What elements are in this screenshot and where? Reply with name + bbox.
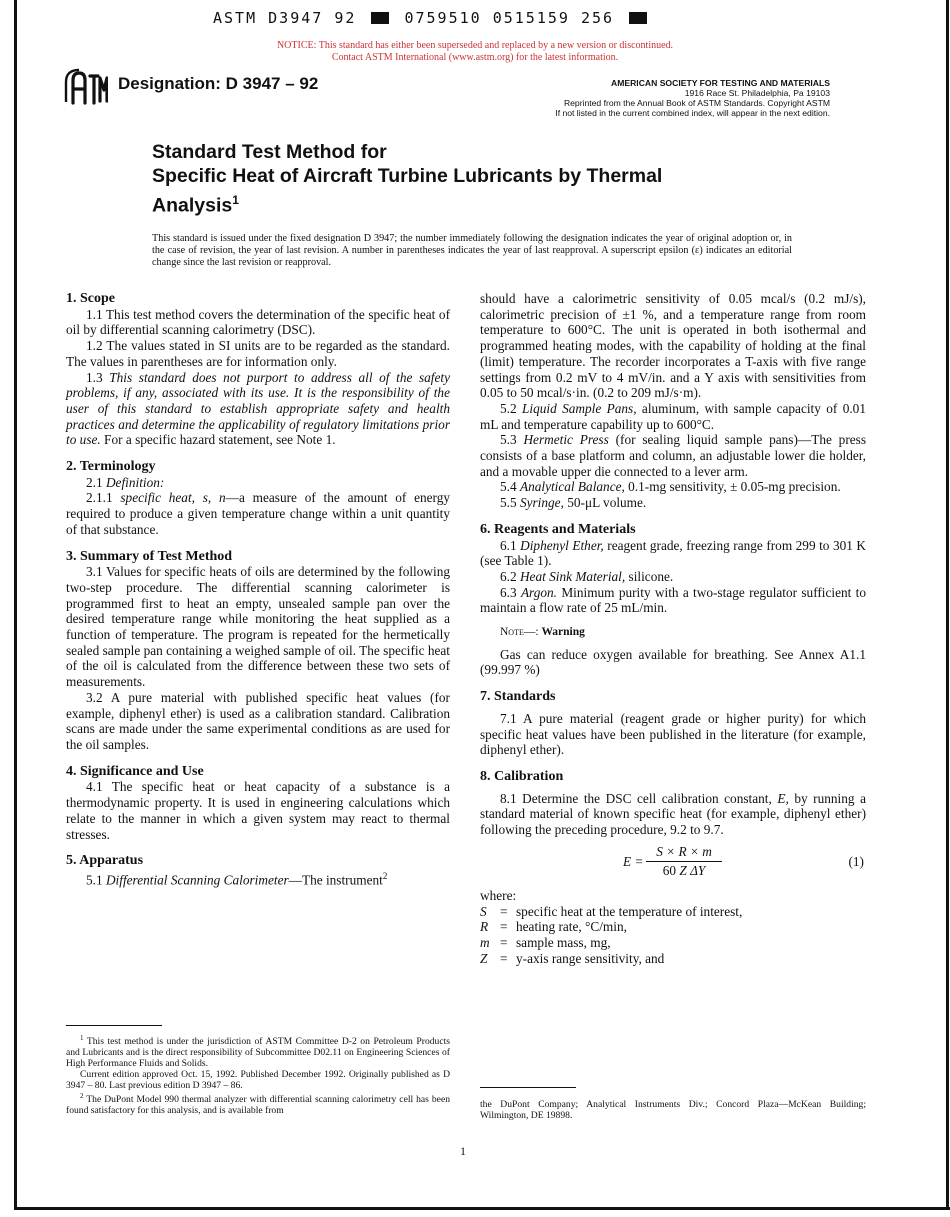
footnote-2: $^2$ The DuPont Model 990 thermal analyzer with differential scanning calorimetry cell has been found satisfactory for this analysis, and is available from (66, 1092, 450, 1117)
paragraph-5-1-start: 5.1 Differential Scanning Calorimeter—The instrument$^2$ (86, 870, 388, 888)
paragraph-2-1: 2.1 Definition: (86, 474, 165, 490)
where-row: R = heating rate, °C/min, (480, 919, 627, 935)
designation: Designation: D 3947 – 92 (118, 74, 319, 93)
footnote-1: $^1$ This test method is under the jurisdiction of ASTM Committee D-2 on Petroleum Products and Lubricants and is the direct responsibility of Subcommittee D02.11 on Engineering Sciences of High Performance Fluids and Solids. (66, 1034, 450, 1070)
section-heading-significance: 4. Significance and Use (66, 763, 204, 779)
title-line-1: Standard Test Method for (152, 141, 387, 163)
astm-logo-icon (64, 68, 108, 106)
equation-lhs: E = (623, 853, 644, 869)
title-line-3: Analysis (152, 194, 233, 217)
footnote-rule-right (480, 1087, 576, 1088)
where-label: where: (480, 887, 517, 903)
where-row: S = specific heat at the temperature of interest, (480, 903, 743, 919)
where-row: m = sample mass, mg, (480, 934, 611, 950)
notice-line-1: NOTICE: This standard has either been superseded and replaced by a new version or discontinued. (276, 40, 674, 51)
publisher-address: 1916 Race St. Philadelphia, Pa 19103 (684, 88, 830, 98)
section-heading-summary: 3. Summary of Test Method (66, 548, 233, 564)
paragraph-1-1: 1.1 This test method covers the determination of the specific heat of oil by differential scanning calorimetry (DSC). (66, 306, 450, 338)
footnote-1-edition: Current edition approved Oct. 15, 1992. Published December 1992. Originally published as D 3947 – 80. Last previous edition D 3947 – 86. (66, 1069, 450, 1092)
title-line-2: Specific Heat of Aircraft Turbine Lubricants by Thermal (152, 165, 663, 187)
paragraph-6-1: 6.1 Diphenyl Ether, reagent grade, freezing range from 299 to 301 K (see Table 1). (480, 537, 866, 569)
code-part-2: 0759510 0515159 256 (404, 9, 615, 27)
right-column (480, 291, 866, 966)
issued-statement: This standard is issued under the fixed designation D 3947; the number immediately following the designation indicates the year of original adoption or, in the case of revision, the year of last revision. A number in parentheses indicates the year of last reapproval. A superscript epsilon (ε) indicates an editorial change since the last revision or reapproval. (152, 233, 792, 268)
footnote-rule-left (66, 1025, 162, 1026)
equation-denominator: 60 Z ΔY (662, 862, 706, 878)
equation-fraction (646, 844, 722, 878)
page-border-right (946, 0, 949, 1210)
paragraph-5-3: 5.3 Hermetic Press (for sealing liquid sample pans)—The press consists of a base platform and column, an adjustable lower die holder, and a movable upper die connected to a lever arm. (480, 432, 867, 479)
note-text: Gas can reduce oxygen available for breathing. See Annex A1.1 (99.997 %) (480, 646, 866, 678)
paragraph-5-5: 5.5 Syringe, 50-μL volume. (500, 495, 647, 511)
paragraph-6-3: 6.3 Argon. Minimum purity with a two-stage regulator sufficient to maintain a flow rate of 25 mL/min. (480, 584, 866, 616)
equation-1 (480, 844, 866, 882)
left-column (66, 291, 450, 888)
paragraph-3-2: 3.2 A pure material with published specific heat values (for example, diphenyl ether) is used as a calibration standard. Calibration scans are made under the same experimental conditions as are used for the oil samples. (66, 689, 450, 752)
paragraph-8-1: 8.1 Determine the DSC cell calibration constant, E, by running a standard material of known specific heat (for example, diphenyl ether) following the preceding procedure, 9.2 to 9.7. (480, 790, 866, 838)
section-heading-standards: 7. Standards (480, 689, 556, 705)
notice-line-2: Contact ASTM International (www.astm.org) for the latest information. (331, 52, 619, 63)
page-number: 1 (460, 1144, 466, 1158)
footnotes-right (480, 1099, 866, 1121)
section-heading-terminology: 2. Terminology (66, 459, 156, 475)
note-warning: Note—: Warning (500, 626, 585, 639)
title-footnote-mark: 1 (232, 193, 239, 207)
code-block-mark (371, 12, 389, 24)
paragraph-6-2: 6.2 Heat Sink Material, silicone. (500, 568, 674, 584)
footnotes-left (66, 1033, 450, 1116)
code-block-mark (629, 12, 647, 24)
section-heading-apparatus: 5. Apparatus (66, 853, 144, 869)
where-row: Z = y-axis range sensitivity, and (480, 950, 665, 966)
paragraph-5-1-cont: should have a calorimetric sensitivity of 0.05 mcal/s (0.2 mJ/s), calorimetric precision of ±1 %, and a temperature range from room temperature to 600°C. The unit is operated in both isothermal and programmed heating modes, with the capability of holding at the final (limit) temperature. The recorder incorporates a T-axis with five range settings from 0.2 mV to 4 mV/in. and a Y axis with sensitivities from 0.05 to 50 mcal/s·in. (0.2 to 209 mJ/s·m). (480, 291, 866, 401)
document-code-line (213, 9, 651, 27)
paragraph-7-1: 7.1 A pure material (reagent grade or higher purity) for which specific heat values have been published in the literature (for example, diphenyl ether). (480, 710, 866, 758)
publisher-reprint: Reprinted from the Annual Book of ASTM Standards. Copyright ASTM (563, 98, 830, 108)
paragraph-1-3: 1.3 This standard does not purport to address all of the safety problems, if any, associated with its use. It is the responsibility of the user of this standard to establish appropriate safety and health practices and determine the applicability of regulatory limitations prior to use. For a specific hazard statement, see Note 1. (66, 369, 450, 448)
code-part-1: ASTM D3947 92 (213, 9, 357, 27)
paragraph-3-1: 3.1 Values for specific heats of oils are determined by the following two-step procedure. The differential scanning calorimeter is programmed first to heat an empty, unsealed sample pan over the desired temperature range while monitoring the heat supplied as a function of temperature. The program is repeated for the hermetically sealed sample pan containing a weighed sample of oil. The specific heat of the oil is calculated from the difference between these two sets of measurements. (66, 564, 450, 690)
paragraph-5-2: 5.2 Liquid Sample Pans, aluminum, with sample capacity of 0.01 mL and temperature capability up to 600°C. (480, 400, 866, 432)
paragraph-1-2: 1.2 The values stated in SI units are to be regarded as the standard. The values in parentheses are for information only. (66, 338, 450, 369)
section-heading-calibration: 8. Calibration (480, 768, 564, 784)
equation-number: (1) (848, 853, 864, 869)
section-heading-reagents: 6. Reagents and Materials (480, 521, 636, 537)
publisher-name: AMERICAN SOCIETY FOR TESTING AND MATERIALS (611, 78, 830, 88)
equation-numerator: S × R × m (646, 844, 722, 862)
document-title (152, 140, 662, 218)
footnote-2-continued: the DuPont Company; Analytical Instruments Div.; Concord Plaza—McKean Building; Wilmington, DE 19898. (480, 1099, 866, 1121)
publisher-index-note: If not listed in the current combined index, will appear in the next edition. (555, 108, 830, 118)
where-list (480, 904, 866, 967)
page-border-bottom (14, 1207, 950, 1210)
paragraph-5-4: 5.4 Analytical Balance, 0.1-mg sensitivity, ± 0.05-mg precision. (500, 479, 841, 495)
page-border-left (14, 0, 17, 1210)
paragraph-2-1-1: 2.1.1 specific heat, s, n—a measure of the amount of energy required to produce a given temperature change within a unit quantity of that substance. (66, 490, 451, 537)
paragraph-4-1: 4.1 The specific heat or heat capacity of a substance is a thermodynamic property. It is used in engineering calculations which relate to the manner in which a given system may react to thermal stresses. (66, 779, 450, 842)
section-heading-scope: 1. Scope (66, 291, 115, 306)
